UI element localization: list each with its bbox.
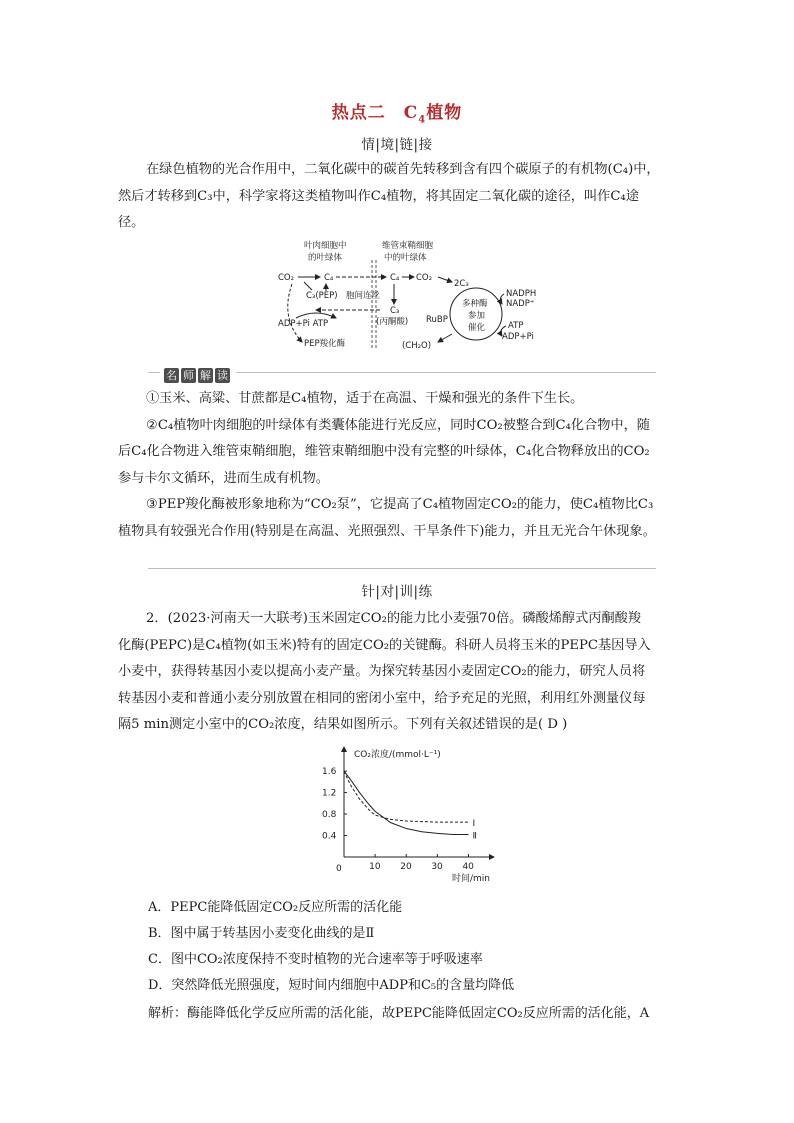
x-tick-label: 30: [431, 862, 443, 872]
label-mesophyll: 叶肉细胞中: [304, 241, 347, 251]
atp-label: ATP: [508, 321, 524, 331]
question-stem: [118, 606, 678, 739]
option-d: D．突然降低光照强度，短时间内细胞中ADP和C₅的含量均降低: [148, 978, 515, 993]
intro-line: 径。: [118, 215, 145, 230]
badge-char: 师: [183, 369, 194, 382]
expert-notes: [118, 386, 678, 545]
pyruvate-label: (丙酮酸): [376, 317, 409, 327]
page-title: 热点二 $C_4$植物: [331, 103, 463, 126]
option-a: A．PEPC能降低固定CO₂反应所需的活化能: [148, 900, 403, 915]
section-heading-practice: 针|对|训|练: [361, 584, 433, 600]
ch2o-label: (CH₂O): [402, 341, 432, 351]
option-c: C．图中CO₂浓度保持不变时植物的光合速率等于呼吸速率: [148, 952, 483, 967]
x-tick-label: 20: [400, 862, 412, 872]
enzyme-label: 参加: [468, 311, 486, 321]
note-line: 植物具有较强光合作用(特别是在高温、光照强烈、干旱条件下)能力，并且无光合午休现象。: [118, 523, 656, 539]
origin-label: 0: [336, 864, 342, 874]
enzyme-label: 催化: [468, 323, 486, 333]
note-line: 后C₄化合物进入维管束鞘细胞，维管束鞘细胞中没有完整的叶绿体，C₄化合物释放出的CO₂: [118, 444, 650, 459]
intro-paragraph: [118, 157, 678, 237]
option-b: B．图中属于转基因小麦变化曲线的是Ⅱ: [148, 926, 375, 941]
c3-label: C₃: [390, 306, 400, 316]
expert-notes-badge: [160, 364, 236, 382]
badge-char: 读: [217, 369, 228, 382]
co2-label: CO₂: [416, 273, 433, 283]
question-line: 隔5 min测定小室中的CO₂浓度，结果如图所示。下列有关叙述错误的是( D ): [118, 717, 568, 732]
c4-pathway-diagram: [276, 238, 546, 356]
y-tick-label: 1.6: [322, 767, 337, 778]
y-tick-label: 0.4: [322, 831, 337, 842]
analysis: 解析：酶能降低化学反应所需的活化能，故PEPC能降低固定CO₂反应所需的活化能，A: [148, 1006, 650, 1021]
badge-char: 解: [200, 369, 211, 382]
pep-label: C₃(PEP): [306, 291, 338, 301]
co2-label: CO₂: [278, 273, 295, 283]
x-tick-label: 10: [369, 862, 381, 872]
question-line: 化酶(PEPC)是C₄植物(如玉米)特有的固定CO₂的关键酶。科研人员将玉米的PEPC基因导入: [118, 637, 651, 653]
series-label: Ⅰ: [472, 819, 476, 830]
note-line: ①玉米、高粱、甘蔗都是C₄植物，适于在高温、干燥和强光的条件下生长。: [146, 391, 584, 406]
c3-label: 2C₃: [454, 279, 469, 289]
nadp-label: NADP⁺: [506, 299, 535, 309]
x-axis-label: 时间/min: [452, 874, 491, 884]
series-label: Ⅱ: [472, 831, 477, 842]
rubp-label: RuBP: [426, 315, 448, 325]
pep-carboxylase-label: PEP羧化酶: [304, 339, 346, 349]
y-axis-label: CO₂浓度/(mmol·L⁻¹): [354, 750, 441, 760]
enzyme-label: 多种酶: [462, 299, 488, 309]
intro-line: 然后才转移到C₃中，科学家将这类植物叫作C₄植物，将其固定二氧化碳的途径，叫作C₄途: [118, 188, 639, 204]
adp-atp-label: ADP+Pi ATP: [278, 319, 329, 329]
co2-concentration-chart: [320, 745, 510, 885]
note-line: ③PEP羧化酶被形象地称为“CO₂泵”，它提高了C₄植物固定CO₂的能力，使C₄植物比C₃: [146, 497, 654, 512]
divider: [148, 568, 656, 569]
question-line: 小麦中，获得转基因小麦以提高小麦产量。为探究转基因小麦固定CO₂的能力，研究人员将: [118, 664, 646, 679]
label-bundle-sheath: 维管束鞘细胞: [382, 241, 434, 251]
y-tick-label: 1.2: [322, 788, 337, 799]
label-mesophyll: 的叶绿体: [308, 253, 343, 263]
c4-label: C₄: [324, 273, 334, 283]
intro-line: 在绿色植物的光合作用中，二氧化碳中的碳首先转移到含有四个碳原子的有机物(C₄)中，: [146, 162, 660, 177]
c4-label: C₄: [390, 273, 400, 283]
question-line: 转基因小麦和普通小麦分别放置在相同的密闭小室中，给予充足的光照，利用红外测量仪每: [118, 690, 646, 706]
y-tick-label: 0.8: [322, 810, 337, 821]
x-tick-label: 40: [462, 862, 474, 872]
nadph-label: NADPH: [506, 289, 537, 299]
adp-label: ADP+Pi: [502, 332, 534, 342]
question-line: 2．(2023·河南天一大联考)玉米固定CO₂的能力比小麦强70倍。磷酸烯醇式丙酮酸羧: [146, 611, 642, 626]
badge-char: 名: [166, 369, 177, 382]
note-line: ②C₄植物叶肉细胞的叶绿体有类囊体能进行光反应，同时CO₂被整合到C₄化合物中，随: [146, 417, 650, 433]
label-bundle-sheath: 中的叶绿体: [384, 253, 427, 263]
plasmodesma-label: 胞间连丝: [346, 291, 381, 301]
note-line: 参与卡尔文循环，进而生成有机物。: [118, 470, 329, 486]
section-heading-context: 情|境|链|接: [361, 137, 433, 153]
